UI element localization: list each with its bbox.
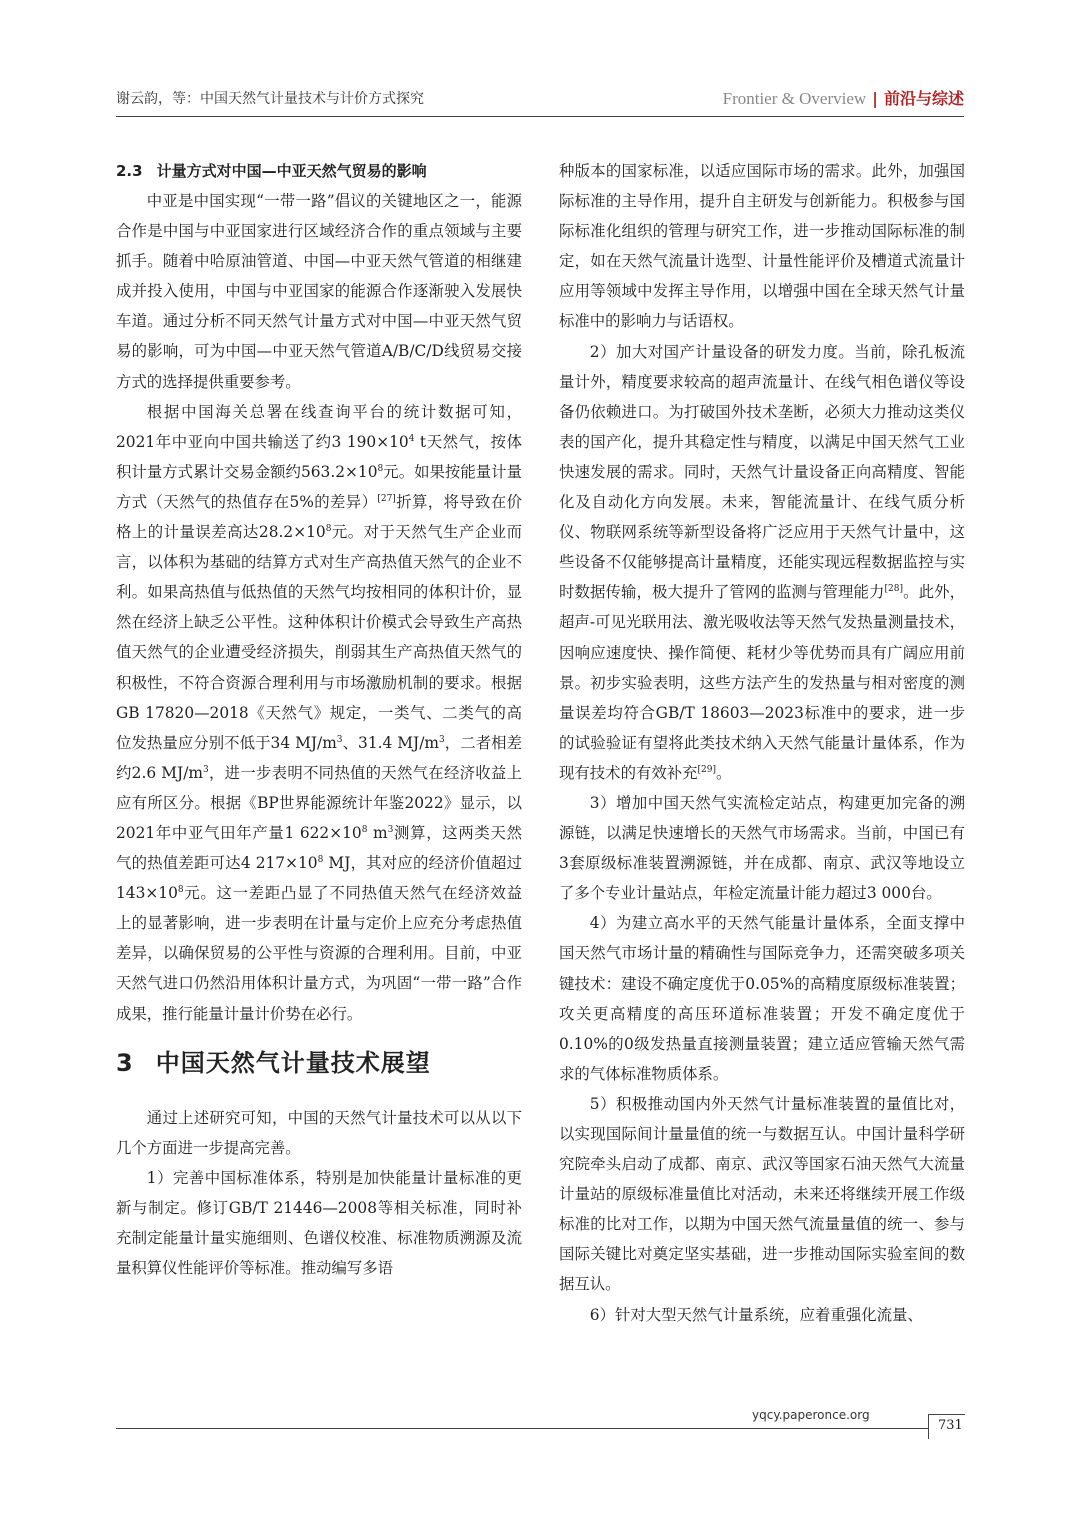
section-3-heading [116, 1039, 522, 1087]
paragraph: 5）积极推动国内外天然气计量标准装置的量值比对，以实现国际间计量量值的统一与数据互认。中国计量科学研究院牵头启动了成都、南京、武汉等国家石油天然气大流量计量站的原级标准量值比对活动，未来还将继续开展工作级标准的比对工作，以期为中国天然气流量量值的统一、参与国际关键比对奠定坚实基础，进一步推动国际实验室间的数据互认。 [559, 1094, 965, 1294]
citation-28: [28] [884, 584, 903, 595]
paragraph: 1）完善中国标准体系，特别是加快能量计量标准的更新与制定。修订GB/T 21446—2008等相关标准，同时补充制定能量计量实施细则、色谱仪校准、标准物质溯源及流量积算仪性能评价等标准。推动编写多语 [116, 1168, 522, 1278]
page-number: 731 [938, 1418, 963, 1433]
paragraph: 种版本的国家标准，以适应国际市场的需求。此外，加强国际标准的主导作用，提升自主研发与创新能力。积极参与国际标准化组织的管理与研究工作，进一步推动国际标准的制定，如在天然气流量计选型、计量性能评价及槽道式流量计应用等领域中发挥主导作用，以增强中国在全球天然气计量标准中的影响力与话语权。 [559, 162, 965, 331]
section-number: 3 [116, 1048, 134, 1077]
right-column [559, 156, 965, 1330]
paragraph: 3）增加中国天然气实流检定站点，构建更加完备的溯源链，以满足快速增长的天然气市场需求。当前，中国已有3套原级标准装置溯源链，并在成都、南京、武汉等地设立了多个专业计量站点，年检定流量计能力超过3 000台。 [559, 793, 965, 903]
citation-29: [29] [697, 764, 717, 775]
footer-url: yqcy.paperonce.org [752, 1408, 870, 1422]
paragraph: 6）针对大型天然气计量系统，应着重强化流量、 [589, 1305, 923, 1324]
section-number: 2.3 [116, 162, 143, 180]
running-header-section [723, 86, 964, 109]
paragraph: 通过上述研究可知，中国的天然气计量技术可以从以下几个方面进一步提高完善。 [116, 1108, 522, 1157]
paragraph: 4）为建立高水平的天然气能量计量体系，全面支撑中国天然气市场计量的精确性与国际竞争力，还需突破多项关键技术：建设不确定度优于0.05%的高精度原级标准装置；攻关更高精度的高压环道标准装置；开发不确定度优于0.10%的0级发热量直接测量装置；建立适应管输天然气需求的气体标准物质体系。 [559, 914, 965, 1083]
citation-27: [27] [377, 493, 396, 504]
section-2-3-heading [116, 156, 522, 186]
running-header-authors: 谢云韵，等：中国天然气计量技术与计价方式探究 [116, 91, 424, 107]
header-separator: | [872, 89, 878, 108]
paragraph: 2）加大对国产计量设备的研发力度。当前，除孔板流量计外，精度要求较高的超声流量计、在线气相色谱仪等设备仍依赖进口。为打破国外技术垄断，必须大力推动这类仪表的国产化，提升其稳定性与精度，以满足中国天然气工业快速发展的需求。同时，天然气计量设备正向高精度、智能化及自动化方向发展。未来，智能流量计、在线气质分析仪、物联网系统等新型设备将广泛应用于天然气计量中，这些设备不仅能够提高计量精度，还能实现远程数据监控与实时数据传输，极大提升了管网的监测与管理能力[28]。此外，超声-可见光联用法、激光吸收法等天然气发热量测量技术，因响应速度快、操作简便、耗材少等优势而具有广阔应用前景。初步实验表明，这些方法产生的发热量与相对密度的测量误差均符合GB/T 18603—2023标准中的要求，进一步的试验验证有望将此类技术纳入天然气能量计量体系，作为现有技术的有效补充[29]。 [559, 342, 965, 782]
paragraph: 根据中国海关总署在线查询平台的统计数据可知，2021年中亚向中国共输送了约3 $190\times 10^4$ t天然气，按体积计量方式累计交易金额约$563.2\times 10^8$元。如果按能量计量方式（天然气的热值存在5%的差异）[27]折算，将导致在价格上的计量误差高达$28.2\times 10^8$元。对于天然气生产企业而言，以体积为基础的结算方式对生产高热值天然气的企业不利。如果高热值与低热值的天然气均按相同的体积计价，显然在经济上缺乏公平性。这种体积计价模式会导致生产高热值天然气的企业遭受经济损失，削弱其生产高热值天然气的积极性，不符合资源合理利用与市场激励机制的要求。根据GB 17820—2018《天然气》规定，一类气、二类气的高位发热量应分别不低于34 $MJ/m^3$、31.4 $MJ/m^3$，二者相差约2.6 $MJ/m^3$，进一步表明不同热值的天然气在经济收益上应有所区分。根据《BP世界能源统计年鉴2022》显示，以2021年中亚气田年产量1 $622\times 10^8$ $m^3$测算，这两类天然气的热值差距可达4 $217\times 10^8$ MJ，其对应的经济价值超过$143\times 10^8$元。这一差距凸显了不同热值天然气在经济效益上的显著影响，进一步表明在计量与定价上应充分考虑热值差异，以确保贸易的公平性与资源的合理利用。目前，中亚天然气进口仍然沿用体积计量方式，为巩固“一带一路”合作成果，推行能量计量计价势在必行。 [116, 402, 522, 1023]
left-column [116, 156, 522, 1283]
section-label-cn: 前沿与综述 [883, 89, 964, 108]
paragraph: 中亚是中国实现“一带一路”倡议的关键地区之一，能源合作是中国与中亚国家进行区域经济合作的重点领域与主要抓手。随着中哈原油管道、中国—中亚天然气管道的相继建成并投入使用，中国与中亚国家的能源合作逐渐驶入发展快车道。通过分析不同天然气计量方式对中国—中亚天然气贸易的影响，可为中国—中亚天然气管道A/B/C/D线贸易交接方式的选择提供重要参考。 [116, 192, 522, 391]
section-label-en: Frontier & Overview [722, 89, 867, 108]
header-rule [116, 116, 964, 117]
section-title: 计量方式对中国—中亚天然气贸易的影响 [156, 162, 427, 180]
section-title: 中国天然气计量技术展望 [155, 1048, 431, 1077]
footer-rule [116, 1428, 928, 1429]
